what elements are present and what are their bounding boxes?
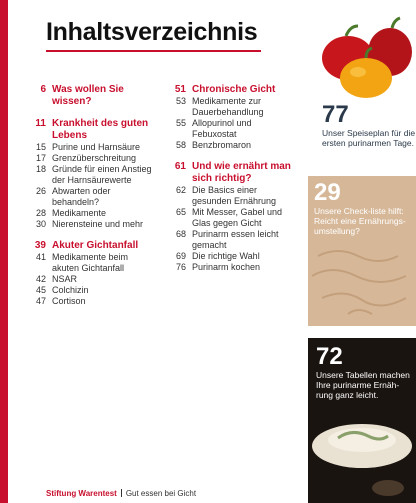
peppers-image xyxy=(308,0,416,100)
toc-label: Was wollen Sie wissen? xyxy=(52,84,124,107)
toc-entry[interactable] xyxy=(166,96,296,118)
toc-label: Gründe für einen Anstieg der Harnsäurewerte xyxy=(52,164,152,185)
toc-page-number: 11 xyxy=(35,118,46,129)
toc-page-number: 6 xyxy=(40,84,46,95)
teaser-card-29[interactable] xyxy=(308,176,416,326)
toc-label: Medikamente beim akuten Gichtanfall xyxy=(52,252,129,273)
toc-page-number: 76 xyxy=(175,262,186,272)
toc-entry[interactable] xyxy=(166,251,296,262)
toc-label: Allopurinol und Febuxostat xyxy=(192,118,252,139)
toc-entry[interactable] xyxy=(26,164,156,186)
toc-page-number: 69 xyxy=(175,251,186,261)
toc-page-number: 62 xyxy=(175,185,186,195)
toc-label: Medikamente zur Dauerbehandlung xyxy=(192,96,264,117)
toc-entry[interactable] xyxy=(26,153,156,164)
toc-section[interactable] xyxy=(26,240,156,252)
toc-page-number: 61 xyxy=(174,161,186,172)
toc-page-number: 53 xyxy=(175,96,186,106)
page-footer xyxy=(46,489,196,498)
footer-subtitle: Gut essen bei Gicht xyxy=(125,489,197,498)
toc-label: Abwarten oder behandeln? xyxy=(52,186,111,207)
toc-page-number: 26 xyxy=(35,186,46,196)
toc-entry[interactable] xyxy=(166,207,296,229)
teaser-card-72[interactable] xyxy=(308,338,416,503)
toc-label: Akuter Gichtanfall xyxy=(52,240,139,251)
footer-separator xyxy=(121,489,122,497)
toc-label: Cortison xyxy=(52,296,86,306)
toc-column-right xyxy=(166,84,296,273)
toc-label: Purinarm kochen xyxy=(192,262,261,272)
toc-page-number: 30 xyxy=(35,219,46,229)
toc-label: Krankheit des guten Lebens xyxy=(52,118,149,141)
teaser-page-number: 77 xyxy=(322,101,349,128)
toc-page-number: 45 xyxy=(35,285,46,295)
toc-entry[interactable] xyxy=(26,285,156,296)
toc-entry[interactable] xyxy=(26,274,156,285)
toc-entry[interactable] xyxy=(166,262,296,273)
toc-entry[interactable] xyxy=(26,252,156,274)
toc-page-number: 51 xyxy=(174,84,186,95)
toc-entry[interactable] xyxy=(166,229,296,251)
toc-label: Colchizin xyxy=(52,285,89,295)
toc-label: Mit Messer, Gabel und Glas gegen Gicht xyxy=(192,207,283,228)
toc-page-number: 18 xyxy=(35,164,46,174)
toc-page-number: 65 xyxy=(175,207,186,217)
toc-section[interactable] xyxy=(26,118,156,142)
page-title: Inhaltsverzeichnis xyxy=(46,18,258,46)
teaser-page-number: 29 xyxy=(314,179,341,206)
toc-label: Medikamente xyxy=(52,208,107,218)
toc-label: Nierensteine und mehr xyxy=(52,219,144,229)
toc-label: Die Basics einer gesunden Ernährung xyxy=(192,185,277,206)
toc-entry[interactable] xyxy=(26,219,156,230)
toc-entry[interactable] xyxy=(26,186,156,208)
footer-brand: Stiftung Warentest xyxy=(46,489,117,498)
toc-page-number: 58 xyxy=(175,140,186,150)
toc-label: Grenzüberschreitung xyxy=(52,153,137,163)
toc-entry[interactable] xyxy=(26,208,156,219)
sidebar-teasers xyxy=(308,0,416,503)
toc-entry[interactable] xyxy=(166,140,296,151)
toc-page-number: 39 xyxy=(34,240,46,251)
teaser-text: Unser Speiseplan für die ersten purinarmen Tage. xyxy=(322,128,416,148)
toc-page-number: 17 xyxy=(35,153,46,163)
toc-label: Chronische Gicht xyxy=(192,84,276,95)
toc-label: Purine und Harnsäure xyxy=(52,142,141,152)
toc-page-number: 55 xyxy=(175,118,186,128)
toc-page-number: 68 xyxy=(175,229,186,239)
toc-page-number: 28 xyxy=(35,208,46,218)
accent-bar xyxy=(0,0,8,503)
teaser-text: Unsere Tabellen machen Ihre purinarme Ernäh-rung ganz leicht. xyxy=(316,370,410,400)
toc-section[interactable] xyxy=(166,84,296,96)
toc-section[interactable] xyxy=(26,84,156,108)
toc-label: Benzbromaron xyxy=(192,140,252,150)
toc-entry[interactable] xyxy=(26,142,156,153)
toc-section[interactable] xyxy=(166,161,296,185)
toc-entry[interactable] xyxy=(166,185,296,207)
toc-page-number: 42 xyxy=(35,274,46,284)
toc-entry[interactable] xyxy=(166,118,296,140)
title-underline xyxy=(46,50,261,52)
toc-label: Purinarm essen leicht gemacht xyxy=(192,229,279,250)
teaser-card-77[interactable] xyxy=(308,100,416,175)
teaser-page-number: 72 xyxy=(316,343,343,370)
toc-label: Und wie ernährt man sich richtig? xyxy=(192,161,291,184)
toc-page-number: 47 xyxy=(35,296,46,306)
teaser-text: Unsere Check-liste hilft: Reicht eine Ernährungs-umstellung? xyxy=(314,206,406,236)
toc-page-number: 41 xyxy=(35,252,46,262)
toc-column-left xyxy=(26,84,156,307)
toc-label: NSAR xyxy=(52,274,78,284)
toc-label: Die richtige Wahl xyxy=(192,251,260,261)
toc-page-number: 15 xyxy=(35,142,46,152)
toc-entry[interactable] xyxy=(26,296,156,307)
